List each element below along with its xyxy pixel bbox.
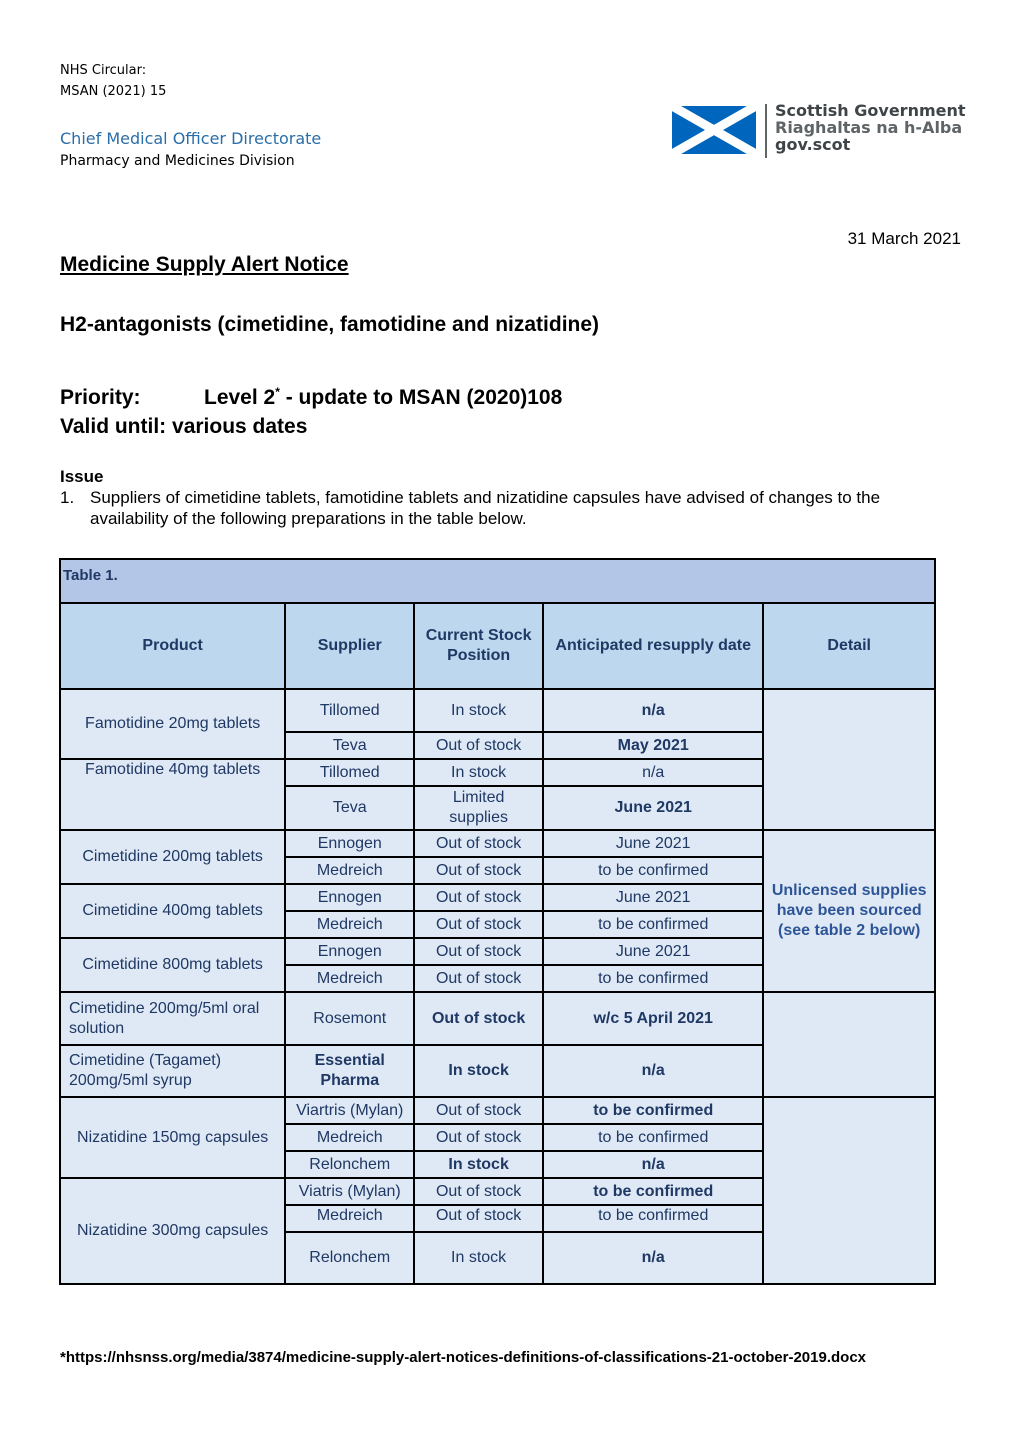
stock-cell: In stock (414, 1045, 543, 1097)
stock-cell: In stock (414, 1232, 543, 1284)
stock-cell: Out of stock (414, 857, 543, 884)
detail-cell (763, 689, 935, 830)
issue-section (60, 466, 920, 529)
priority-label: Priority: (60, 386, 141, 409)
resupply-cell: May 2021 (543, 732, 763, 759)
resupply-cell: to be confirmed (543, 965, 763, 992)
supplier-cell: Relonchem (285, 1232, 414, 1284)
priority-update: - update to MSAN (2020)108 (279, 386, 563, 409)
resupply-cell: n/a (543, 759, 763, 786)
stock-cell: Out of stock (414, 965, 543, 992)
priority-level: Level 2 (204, 386, 276, 409)
resupply-cell: to be confirmed (543, 911, 763, 938)
stock-cell: In stock (414, 1151, 543, 1178)
product-cell: Nizatidine 300mg capsules (60, 1178, 285, 1284)
priority-footnote-mark: * (275, 385, 280, 399)
resupply-cell: to be confirmed (543, 1205, 763, 1232)
resupply-cell: to be confirmed (543, 1124, 763, 1151)
resupply-cell: June 2021 (543, 938, 763, 965)
stock-cell: In stock (414, 759, 543, 786)
logo-line-2: Riaghaltas na h-Alba (775, 118, 963, 137)
notice-subject: H2-antagonists (cimetidine, famotidine and nizatidine) (60, 313, 600, 336)
resupply-cell: June 2021 (543, 884, 763, 911)
table-row (60, 689, 935, 732)
product-cell: Cimetidine (Tagamet) 200mg/5ml syrup (60, 1045, 285, 1097)
supplier-cell: Medreich (285, 911, 414, 938)
circular-line-2: MSAN (2021) 15 (60, 84, 167, 99)
notice-date: 31 March 2021 (847, 229, 961, 248)
scottish-government-logo (672, 101, 972, 162)
product-cell: Famotidine 40mg tablets (60, 759, 285, 830)
stock-cell: Out of stock (414, 732, 543, 759)
directorate-name: Chief Medical Officer Directorate (60, 129, 322, 148)
table-row (60, 830, 935, 857)
valid-until-label: Valid until: (60, 415, 167, 438)
supplier-cell: Medreich (285, 857, 414, 884)
detail-unlicensed-cell: Unlicensed supplies have been sourced (see table 2 below) (763, 830, 935, 992)
detail-cell (763, 992, 935, 1097)
stock-cell: Limited supplies (414, 786, 543, 830)
resupply-cell: n/a (543, 689, 763, 732)
product-cell: Cimetidine 200mg/5ml oral solution (60, 992, 285, 1045)
header-resupply: Anticipated resupply date (543, 603, 763, 689)
resupply-cell: n/a (543, 1232, 763, 1284)
stock-cell: Out of stock (414, 1124, 543, 1151)
supplier-cell: Rosemont (285, 992, 414, 1045)
detail-cell (763, 1097, 935, 1284)
supplier-cell: Essential Pharma (285, 1045, 414, 1097)
product-cell: Cimetidine 800mg tablets (60, 938, 285, 992)
supply-table (59, 558, 936, 1285)
stock-cell: In stock (414, 689, 543, 732)
stock-cell: Out of stock (414, 1097, 543, 1124)
issue-number: 1. (60, 488, 75, 507)
supplier-cell: Ennogen (285, 938, 414, 965)
logo-line-1: Scottish Government (775, 101, 966, 120)
issue-text: Suppliers of cimetidine tablets, famotidine tablets and nizatidine capsules have advised of changes to the availability of the following preparations in the table below. (90, 488, 881, 528)
header-product: Product (60, 603, 285, 689)
supplier-cell: Teva (285, 786, 414, 830)
resupply-cell: n/a (543, 1045, 763, 1097)
logo-text (775, 102, 966, 153)
table-row (60, 1097, 935, 1124)
issue-item (60, 487, 920, 529)
supplier-cell: Viatris (Mylan) (285, 1178, 414, 1205)
supplier-cell: Tillomed (285, 759, 414, 786)
product-cell: Famotidine 20mg tablets (60, 689, 285, 759)
supplier-cell: Teva (285, 732, 414, 759)
valid-until-value: various dates (172, 415, 308, 438)
table-caption: Table 1. (60, 559, 935, 603)
resupply-cell: June 2021 (543, 786, 763, 830)
saltire-flag-icon (672, 106, 756, 154)
valid-until-line (60, 412, 562, 441)
circular-reference (60, 60, 166, 102)
issue-heading: Issue (60, 467, 104, 486)
stock-cell: Out of stock (414, 884, 543, 911)
supplier-cell: Ennogen (285, 884, 414, 911)
supplier-cell: Viartris (Mylan) (285, 1097, 414, 1124)
supplier-cell: Medreich (285, 965, 414, 992)
priority-line (60, 378, 562, 412)
logo-line-3: gov.scot (775, 135, 851, 154)
priority-block (60, 378, 562, 441)
stock-cell: Out of stock (414, 992, 543, 1045)
stock-cell: Out of stock (414, 830, 543, 857)
page-title: Medicine Supply Alert Notice (60, 253, 349, 276)
resupply-cell: to be confirmed (543, 1097, 763, 1124)
resupply-cell: to be confirmed (543, 857, 763, 884)
stock-cell: Out of stock (414, 938, 543, 965)
header-stock: Current Stock Position (414, 603, 543, 689)
product-cell: Cimetidine 400mg tablets (60, 884, 285, 938)
header-supplier: Supplier (285, 603, 414, 689)
resupply-cell: June 2021 (543, 830, 763, 857)
footnote-link[interactable]: *https://nhsnss.org/media/3874/medicine-supply-alert-notices-definitions-of-classifications-21-october-2019.docx (60, 1349, 867, 1366)
supplier-cell: Tillomed (285, 689, 414, 732)
supplier-cell: Medreich (285, 1205, 414, 1232)
logo-divider (765, 104, 767, 158)
supplier-cell: Relonchem (285, 1151, 414, 1178)
table-row (60, 992, 935, 1045)
supplier-cell: Ennogen (285, 830, 414, 857)
supplier-cell: Medreich (285, 1124, 414, 1151)
header-detail: Detail (763, 603, 935, 689)
department-block (60, 127, 321, 172)
resupply-cell: n/a (543, 1151, 763, 1178)
stock-cell: Out of stock (414, 1178, 543, 1205)
product-cell: Cimetidine 200mg tablets (60, 830, 285, 884)
resupply-cell: w/c 5 April 2021 (543, 992, 763, 1045)
stock-cell: Out of stock (414, 1205, 543, 1232)
product-cell: Nizatidine 150mg capsules (60, 1097, 285, 1178)
circular-line-1: NHS Circular: (60, 63, 147, 78)
resupply-cell: to be confirmed (543, 1178, 763, 1205)
stock-cell: Out of stock (414, 911, 543, 938)
division-name: Pharmacy and Medicines Division (60, 153, 295, 169)
